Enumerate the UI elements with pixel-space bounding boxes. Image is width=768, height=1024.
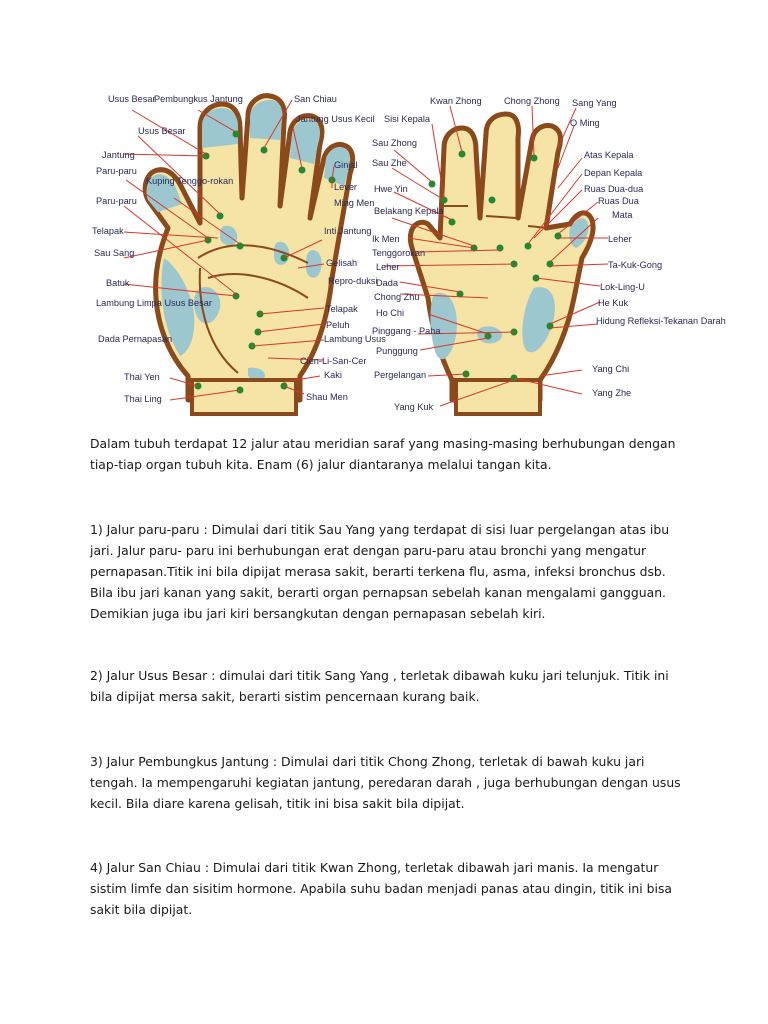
svg-text:Lever: Lever [334, 182, 357, 192]
svg-text:Peluh: Peluh [326, 320, 350, 330]
svg-text:Sisi Kepala: Sisi Kepala [384, 114, 430, 124]
svg-text:Paru-paru: Paru-paru [96, 166, 137, 176]
svg-text:San Chiau: San Chiau [294, 94, 337, 104]
svg-text:Kaki: Kaki [324, 370, 342, 380]
hand-reflexology-figure [88, 88, 726, 418]
svg-text:Sau Zhong: Sau Zhong [372, 138, 417, 148]
hand-diagram [88, 88, 726, 418]
svg-text:Lok-Ling-U: Lok-Ling-U [600, 282, 645, 292]
svg-text:Hidung Refleksi-Tekanan Darah: Hidung Refleksi-Tekanan Darah [596, 316, 726, 326]
svg-text:Belakang Kepala: Belakang Kepala [374, 206, 444, 216]
svg-text:Lambung Limpa Usus Besar: Lambung Limpa Usus Besar [96, 298, 212, 308]
svg-text:Telapak: Telapak [326, 304, 358, 314]
svg-text:Dada Pernapasan: Dada Pernapasan [98, 334, 173, 344]
svg-text:Thai Ling: Thai Ling [124, 394, 162, 404]
svg-text:Paru-paru: Paru-paru [96, 196, 137, 206]
paragraph-san-chiau: 4) Jalur San Chiau : Dimulai dari titik Kwan Zhong, terletak dibawah jari manis. Ia mengatur sistim limfe dan sisitim hormone. Apabila suhu badan menjadi panas atau dingin, titik ini bisa sakit bila dipijat. [90, 860, 672, 917]
svg-text:Sau Zhe: Sau Zhe [372, 158, 407, 168]
svg-text:Yang Zhe: Yang Zhe [592, 388, 632, 398]
svg-text:Dada: Dada [376, 278, 398, 288]
svg-text:Atas Kepala: Atas Kepala [584, 150, 634, 160]
svg-text:Telapak: Telapak [92, 226, 124, 236]
svg-text:Sang Yang: Sang Yang [572, 98, 617, 108]
svg-text:Sau Sang: Sau Sang [94, 248, 135, 258]
svg-text:Chong Zhu: Chong Zhu [374, 292, 420, 302]
svg-text:Shau Men: Shau Men [306, 392, 348, 402]
svg-text:Jantung Usus Kecil: Jantung Usus Kecil [296, 114, 375, 124]
svg-text:Gelisah: Gelisah [326, 258, 358, 268]
svg-text:Mata: Mata [612, 210, 633, 220]
paragraph-pembungkus-jantung: 3) Jalur Pembungkus Jantung : Dimulai dari titik Chong Zhong, terletak di bawah kuku jari tengah. Ia mempengaruhi kegiatan jantung, peredaran darah , juga berhubungan dengan usus kecil. Bila diare karena gelisah, titik ini bisa sakit bila dipijat. [90, 754, 681, 811]
svg-text:Usus Besar: Usus Besar [108, 94, 156, 104]
svg-text:Ruas Dua: Ruas Dua [598, 196, 639, 206]
svg-text:Pembungkus Jantung: Pembungkus Jantung [154, 94, 243, 104]
svg-text:Pergelangan: Pergelangan [374, 370, 427, 380]
svg-text:Lambung Usus: Lambung Usus [324, 334, 386, 344]
svg-text:He Kuk: He Kuk [598, 298, 629, 308]
svg-text:Ginjal: Ginjal [334, 160, 358, 170]
svg-text:Leher: Leher [608, 234, 632, 244]
svg-text:Batuk: Batuk [106, 278, 130, 288]
svg-text:Kuping Tenggo-rokan: Kuping Tenggo-rokan [146, 176, 234, 186]
svg-text:Chong Zhong: Chong Zhong [504, 96, 560, 106]
svg-text:Ho Chi: Ho Chi [376, 308, 405, 318]
svg-text:Punggung: Punggung [376, 346, 418, 356]
svg-text:Ming Men: Ming Men [334, 198, 375, 208]
svg-text:Repro-duksi: Repro-duksi [328, 276, 378, 286]
svg-text:Depan Kepala: Depan Kepala [584, 168, 643, 178]
intro-paragraph: Dalam tubuh terdapat 12 jalur atau meridian saraf yang masing-masing berhubungan dengan tiap-tiap organ tubuh kita. Enam (6) jalur diantaranya melalui tangan kita. [90, 436, 676, 472]
svg-text:Jantung: Jantung [102, 150, 135, 160]
svg-text:Ruas Dua-dua: Ruas Dua-dua [584, 184, 644, 194]
svg-text:O Ming: O Ming [570, 118, 600, 128]
svg-text:Cien-Li-San-Cer: Cien-Li-San-Cer [300, 356, 367, 366]
svg-text:Usus Besar: Usus Besar [138, 126, 186, 136]
svg-text:Inti Jantung: Inti Jantung [324, 226, 372, 236]
paragraph-usus-besar: 2) Jalur Usus Besar : dimulai dari titik Sang Yang , terletak dibawah kuku jari telunjuk. Titik ini bila dipijat mersa sakit, berarti sistim pencernaan kurang baik. [90, 668, 669, 704]
svg-text:Ta-Kuk-Gong: Ta-Kuk-Gong [608, 260, 663, 270]
svg-text:Yang Chi: Yang Chi [592, 364, 630, 374]
svg-text:Kwan Zhong: Kwan Zhong [430, 96, 482, 106]
svg-text:Ik Men: Ik Men [372, 234, 400, 244]
svg-text:Pinggang - Paha: Pinggang - Paha [372, 326, 441, 336]
left-hand [145, 96, 352, 414]
svg-text:Leher: Leher [376, 262, 400, 272]
svg-text:Hwe Yin: Hwe Yin [374, 184, 408, 194]
paragraph-paru-paru: 1) Jalur paru-paru : Dimulai dari titik Sau Yang yang terdapat di sisi luar pergelangan atas ibu jari. Jalur paru- paru ini berhubungan erat dengan paru-paru atau bronchi yang mengatur pernapasan.Titik ini bila dipijat merasa sakit, berarti terkena flu, asma, infeksi bronchus dsb. Bila ibu jari kanan yang sakit, berarti organ pernapsan sebelah kanan mengalami gangguan. Demikian juga ibu jari kiri bersangkutan dengan pernapasan sebelah kiri. [90, 522, 670, 621]
svg-text:Tenggorokan: Tenggorokan [372, 248, 426, 258]
svg-text:Yang Kuk: Yang Kuk [394, 402, 434, 412]
svg-text:Thai Yen: Thai Yen [124, 372, 160, 382]
